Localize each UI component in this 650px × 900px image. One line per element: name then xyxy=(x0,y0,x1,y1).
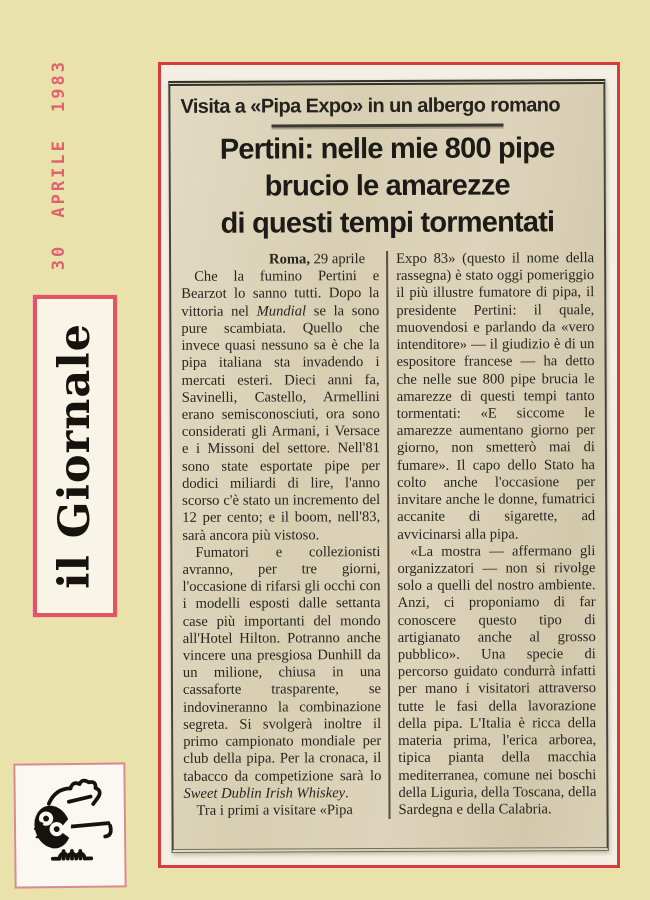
headline-line-3: di questi tempi tormentati xyxy=(220,206,555,240)
date-stamp-text: 30 APRILE 1983 xyxy=(49,58,69,271)
article-column-right xyxy=(388,250,598,819)
headline-line-1: Pertini: nelle mie 800 pipe xyxy=(219,132,555,166)
date-stamp xyxy=(30,52,88,277)
paragraph-1: Che la fumino Pertini e Bearzot lo sanno tutti. Dopo la vittoria nel Mundial se la sono pure scambiata. Quello che invece quasi nessuno sa è che la pipa italiana sta invadendo i mercati esteri. Dieci anni fa, Savinelli, Castello, Armellini erano semisconosciuti, ora sono considerati gli Armani, i Versace e i Missoni del settore. Nell'81 sono state esportate pipe per dodici miliardi di lire, l'anno scorso c'è stato un incremento del 12 per cento; e il boom, nell'83, sarà ancora più vistoso. xyxy=(181,268,381,544)
masthead-box xyxy=(33,295,117,617)
paragraph-3: Tra i primi a visitare «Pipa xyxy=(196,802,353,819)
masthead-title: il Giornale xyxy=(50,323,100,589)
paragraph-2: Fumatori e collezionisti avranno, per tre giorni, l'occasione di rifarsi gli occhi con i modelli esposti dalle settanta case più importanti del mondo all'Hotel Hilton. Potranno anche vincere una presgiosa Dunhill da un milione, chiusa in una cassaforte trasparente, se indovineranno la combinazione segreta. Si svolgerà inoltre il primo campionato mondiale per club della pipa. Per la cronaca, il tabacco da competizione sarà lo Sweet Dublin Irish Whiskey. xyxy=(182,543,382,802)
article-column-left xyxy=(179,251,390,820)
red-frame xyxy=(158,62,620,868)
paragraph-5: «La mostra — affermano gli organizzatori — non si rivolge solo a quelli del nostro ambiente. Anzi, ci proponiamo di far conoscere questo tipo di artigianato anche al grosso pubblico». Una specie di percorso guidato condurrà infatti per mano i visitatori attraverso tutte le fasi della lavorazione della pipa. L'Italia è ricca della materia prima, l'erica arborea, tipica pianta della macchia mediterranea, comune nei boschi della Liguria, della Toscana, della Sardegna e della Calabria. xyxy=(397,542,597,818)
dateline-city: Roma, xyxy=(268,251,311,268)
italic-brand: Sweet Dublin Irish Whiskey xyxy=(183,784,346,802)
kicker-headline: Visita a «Pipa Expo» in un albergo romano xyxy=(180,94,561,118)
italic-term: Mundial xyxy=(256,303,307,320)
dateline xyxy=(181,251,379,269)
kicker-underline xyxy=(271,123,503,127)
paragraph-4: Expo 83» (questo il nome della rassegna) è stato oggi pomeriggio il più illustre fumatore di pipa, il presidente Pertini: il quale, muovendosi e parlando da «vero intenditore» — il giudizio è di un espositore francese — ha detto che nelle sue 800 pipe brucia le amarezze di questi tempi tanto tormentati: «E siccome le amarezze aumentano giorno per giorno, non smetterò mai di fumare». Il capo dello Stato ha colto anche l'occasione per invitare anche le donne, fumatrici accanite di sigarette, ad avvicinarsi alla pipa. xyxy=(396,250,596,543)
peeking-cartoon-stamp-icon xyxy=(23,774,116,877)
headline-line-2: brucio le amarezze xyxy=(264,169,510,203)
main-headline xyxy=(179,130,596,243)
article-body xyxy=(179,250,598,820)
dateline-date: 29 aprile xyxy=(309,251,366,268)
newspaper-clipping xyxy=(168,79,608,853)
publisher-stamp xyxy=(13,762,126,888)
